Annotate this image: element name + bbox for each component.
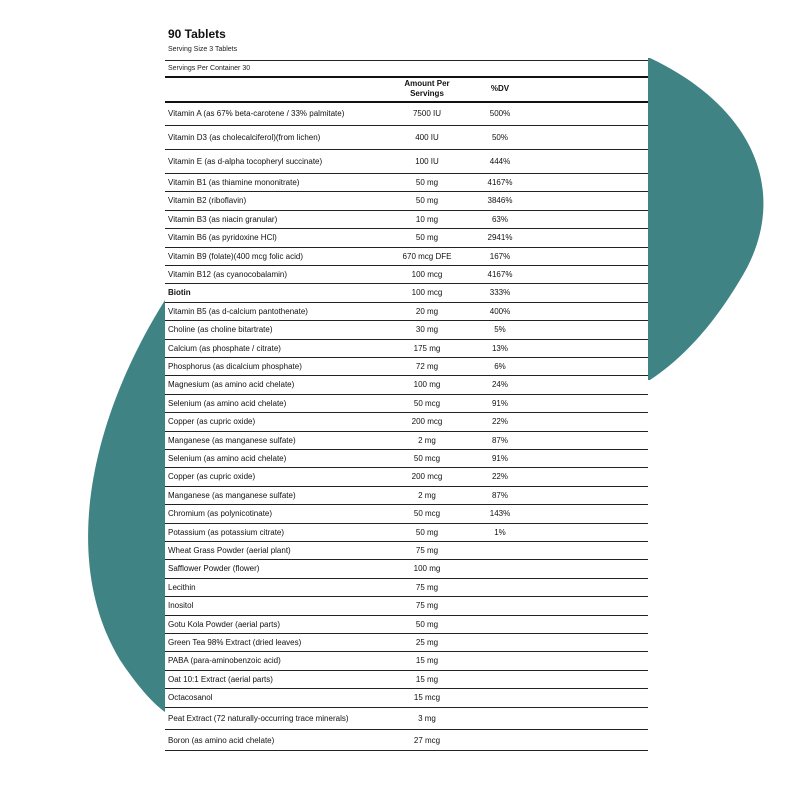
nutrient-amount: 27 mcg [413, 735, 441, 745]
nutrient-row [165, 730, 648, 751]
nutrient-amount: 15 mcg [413, 693, 441, 703]
nutrient-name: Selenium (as amino acid chelate) [168, 398, 287, 408]
supplement-facts-panel [165, 22, 648, 758]
nutrient-name: Manganese (as manganese sulfate) [168, 435, 296, 445]
nutrient-name: Safflower Powder (flower) [168, 564, 260, 574]
nutrient-row [165, 708, 648, 730]
header-amount-line2: Servings [410, 89, 444, 98]
nutrient-row [165, 126, 648, 150]
nutrient-amount: 10 mg [415, 214, 439, 224]
nutrient-dv: 400% [489, 306, 511, 316]
nutrient-name: Vitamin A (as 67% beta-carotene / 33% palmitate) [168, 109, 345, 118]
nutrient-name: Selenium (as amino acid chelate) [168, 454, 287, 463]
nutrient-name: Peat Extract (72 naturally-occurring trace minerals) [168, 713, 349, 723]
nutrient-amount: 50 mg [415, 178, 439, 187]
nutrient-dv: 63% [491, 214, 508, 224]
nutrient-amount: 25 mg [415, 638, 439, 647]
header-amount-line1: Amount Per [404, 79, 450, 88]
nutrient-amount: 75 mg [415, 601, 439, 611]
nutrient-name: Phosphorus (as dicalcium phosphate) [168, 362, 302, 371]
nutrient-row [165, 229, 648, 247]
nutrient-dv: 87% [491, 435, 508, 445]
nutrient-row [165, 689, 648, 707]
nutrient-row [165, 505, 648, 523]
nutrient-row [165, 321, 648, 339]
nutrient-row [165, 211, 648, 229]
nutrient-amount: 15 mg [415, 674, 439, 684]
nutrient-dv: 444% [489, 157, 511, 166]
nutrient-dv: 3846% [487, 196, 513, 206]
nutrient-dv: 4167% [487, 178, 513, 187]
nutrient-amount: 100 mcg [411, 288, 443, 298]
nutrient-row [165, 597, 648, 615]
nutrient-amount: 75 mg [415, 582, 439, 592]
nutrient-name: Vitamin B3 (as niacin granular) [168, 214, 278, 224]
nutrient-name: Chromium (as polynicotinate) [168, 509, 273, 519]
nutrient-dv: 6% [494, 362, 506, 371]
nutrient-amount: 2 mg [418, 435, 436, 445]
nutrient-dv: 22% [491, 417, 508, 427]
nutrient-dv: 50% [491, 133, 508, 142]
nutrient-row [165, 432, 648, 450]
nutrient-amount: 200 mcg [411, 417, 443, 427]
nutrient-name: Wheat Grass Powder (aerial plant) [168, 546, 291, 555]
nutrient-row [165, 340, 648, 358]
nutrient-row [165, 634, 648, 652]
nutrient-amount: 20 mg [415, 306, 439, 316]
nutrient-amount: 50 mg [415, 527, 439, 537]
nutrient-dv: 5% [494, 325, 506, 335]
serving-size: Serving Size 3 Tablets [168, 46, 238, 53]
nutrient-amount: 175 mg [413, 343, 441, 353]
nutrient-dv: 91% [491, 454, 508, 463]
nutrient-name: Biotin [168, 288, 191, 298]
nutrient-amount: 3 mg [418, 713, 436, 723]
nutrient-row [165, 303, 648, 321]
nutrient-name: Choline (as choline bitartrate) [168, 325, 273, 335]
nutrient-row [165, 413, 648, 431]
nutrient-amount: 200 mcg [411, 472, 443, 482]
nutrient-name: PABA (para-aminobenzoic acid) [168, 656, 281, 666]
nutrient-dv: 87% [491, 490, 508, 500]
nutrient-dv: 22% [491, 472, 508, 482]
nutrient-row [165, 560, 648, 578]
nutrient-row [165, 266, 648, 284]
nutrient-dv: 500% [489, 109, 511, 118]
nutrient-dv: 4167% [487, 270, 513, 279]
nutrient-amount: 50 mcg [413, 398, 441, 408]
nutrient-row [165, 395, 648, 413]
nutrient-dv: 2941% [487, 233, 513, 243]
product-count-title: 90 Tablets [168, 27, 226, 41]
nutrient-name: Potassium (as potassium citrate) [168, 527, 285, 537]
nutrient-row [165, 616, 648, 634]
nutrient-name: Oat 10:1 Extract (aerial parts) [168, 674, 273, 684]
nutrient-row [165, 358, 648, 376]
nutrient-dv: 13% [491, 343, 508, 353]
nutrient-dv: 167% [489, 251, 511, 261]
nutrient-name: Lecithin [168, 582, 196, 592]
nutrient-row [165, 542, 648, 560]
nutrient-dv: 91% [491, 398, 508, 408]
nutrient-dv: 24% [491, 380, 508, 390]
nutrient-row [165, 450, 648, 468]
nutrient-row [165, 652, 648, 670]
nutrient-row [165, 376, 648, 394]
nutrient-row [165, 579, 648, 597]
nutrient-amount: 7500 IU [412, 109, 442, 118]
nutrient-name: Vitamin B5 (as d-calcium pantothenate) [168, 306, 308, 316]
nutrient-amount: 100 mcg [411, 270, 443, 279]
nutrient-name: Vitamin E (as d-alpha tocopheryl succinate) [168, 157, 323, 166]
nutrient-row [165, 284, 648, 302]
nutrient-row [165, 174, 648, 192]
nutrient-name: Magnesium (as amino acid chelate) [168, 380, 295, 390]
nutrient-row [165, 150, 648, 174]
nutrient-name: Vitamin B9 (folate)(400 mcg folic acid) [168, 251, 304, 261]
nutrient-name: Green Tea 98% Extract (dried leaves) [168, 638, 302, 647]
nutrient-amount: 50 mcg [413, 454, 441, 463]
nutrient-name: Vitamin B2 (riboflavin) [168, 196, 247, 206]
nutrient-amount: 50 mg [415, 233, 439, 243]
nutrient-name: Boron (as amino acid chelate) [168, 735, 275, 745]
nutrient-name: Gotu Kola Powder (aerial parts) [168, 619, 281, 629]
nutrient-amount: 50 mg [415, 196, 439, 206]
nutrient-row [165, 524, 648, 542]
nutrient-name: Octacosanol [168, 693, 213, 703]
nutrient-name: Vitamin D3 (as cholecalciferol)(from lichen) [168, 133, 321, 142]
nutrient-dv: 1% [494, 527, 506, 537]
nutrient-amount: 72 mg [415, 362, 439, 371]
nutrient-row [165, 671, 648, 689]
nutrient-row [165, 468, 648, 486]
nutrient-amount: 400 IU [415, 133, 439, 142]
nutrient-amount: 100 mg [413, 564, 441, 574]
nutrient-name: Copper (as cupric oxide) [168, 417, 256, 427]
nutrient-row [165, 102, 648, 126]
nutrient-amount: 50 mcg [413, 509, 441, 519]
nutrient-amount: 30 mg [415, 325, 439, 335]
nutrient-name: Vitamin B1 (as thiamine mononitrate) [168, 178, 300, 187]
nutrient-amount: 50 mg [415, 619, 439, 629]
nutrient-name: Vitamin B6 (as pyridoxine HCl) [168, 233, 277, 243]
nutrient-row [165, 248, 648, 266]
nutrient-name: Copper (as cupric oxide) [168, 472, 256, 482]
nutrient-amount: 75 mg [415, 546, 439, 555]
nutrient-name: Manganese (as manganese sulfate) [168, 490, 296, 500]
servings-per-container: Servings Per Container 30 [168, 65, 251, 72]
nutrient-amount: 15 mg [415, 656, 439, 666]
nutrient-dv: 333% [489, 288, 511, 298]
nutrient-amount: 2 mg [418, 490, 436, 500]
nutrient-amount: 100 mg [413, 380, 441, 390]
nutrient-row [165, 192, 648, 210]
header-dv: %DV [490, 84, 510, 93]
nutrient-table [165, 22, 648, 758]
nutrient-name: Inositol [168, 601, 194, 611]
nutrient-dv: 143% [489, 509, 511, 519]
nutrient-amount: 670 mcg DFE [402, 251, 452, 261]
nutrient-name: Calcium (as phosphate / citrate) [168, 343, 281, 353]
nutrient-row [165, 487, 648, 505]
nutrient-amount: 100 IU [415, 157, 439, 166]
nutrient-name: Vitamin B12 (as cyanocobalamin) [168, 270, 288, 279]
